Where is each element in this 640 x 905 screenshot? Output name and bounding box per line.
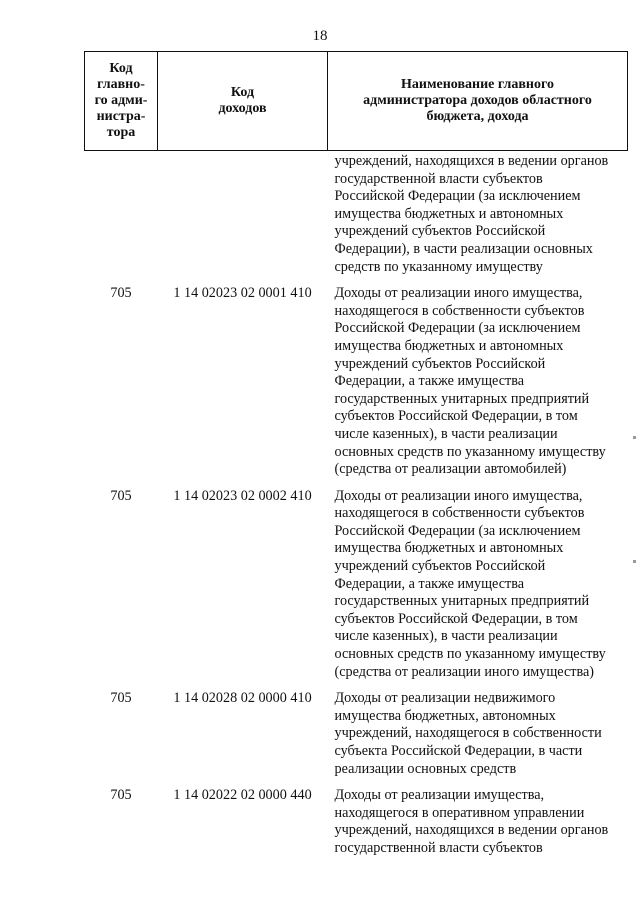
description-line: Доходы от реализации иного имущества,	[334, 285, 583, 302]
header-admin-line: го адми-	[94, 93, 148, 108]
description-line: учреждений субъектов Российской	[334, 223, 546, 240]
description-line: Доходы от реализации недвижимого	[334, 690, 556, 707]
admin-code-cell: 705	[110, 285, 132, 302]
description-line: Доходы от реализации иного имущества,	[334, 487, 583, 504]
header-name	[328, 52, 628, 151]
description-line: Федерации), в части реализации основных	[334, 240, 593, 257]
income-code-cell: 1 14 02023 02 0001 410	[173, 285, 312, 302]
header-admin-line: тора	[106, 125, 136, 140]
description-line: числе казенных), в части реализации	[334, 628, 558, 645]
income-code-cell: 1 14 02028 02 0000 410	[173, 690, 312, 707]
description-line: субъекта Российской Федерации, в части	[334, 743, 583, 759]
header-name-line: бюджета, дохода	[426, 109, 529, 124]
description-line: государственных унитарных предприятий	[334, 390, 590, 407]
description-line: (средства от реализации автомобилей)	[334, 461, 567, 478]
header-admin-line: главно-	[97, 77, 145, 92]
header-income-line: Код	[230, 85, 255, 100]
description-line: учреждений субъектов Российской	[334, 558, 546, 575]
header-admin-line: нистра-	[96, 109, 146, 124]
header-admin-line: Код	[109, 61, 133, 76]
description-line: основных средств по указанному имуществу	[334, 443, 606, 460]
description-line: имущества бюджетных и автономных	[334, 205, 564, 222]
table-header-row	[85, 52, 628, 151]
description-line: Российской Федерации (за исключением	[334, 320, 581, 337]
description-line: субъектов Российской Федерации, в том	[334, 408, 578, 425]
header-name-line: Наименование главного	[401, 77, 554, 92]
description-line: Федерации, а также имущества	[334, 373, 525, 390]
description-line: Российской Федерации (за исключением	[334, 522, 581, 539]
description-cell	[328, 151, 628, 284]
description-cell	[328, 486, 628, 689]
description-line: государственных унитарных предприятий	[334, 593, 590, 610]
description-line: учреждений, находящихся в ведении органов	[334, 153, 609, 169]
income-code-cell: 1 14 02022 02 0000 440	[173, 787, 312, 804]
description-line: (средства от реализации иного имущества)	[334, 663, 594, 680]
description-line: Федерации, а также имущества	[334, 575, 525, 592]
description-line: находящегося в собственности субъектов	[334, 505, 585, 522]
description-line: государственной власти субъектов	[334, 170, 543, 187]
description-cell	[328, 283, 628, 486]
table-body	[85, 151, 628, 865]
revenue-codes-table	[84, 51, 628, 865]
table-row	[85, 688, 628, 785]
description-line: имущества бюджетных и автономных	[334, 540, 564, 557]
description-line: учреждений субъектов Российской	[334, 355, 546, 372]
description-cell	[328, 688, 628, 785]
page-number: 18	[312, 28, 328, 44]
scan-speck	[633, 560, 636, 563]
description-line: учреждений, находящихся в ведении органов	[334, 822, 609, 839]
admin-code-cell	[85, 151, 158, 284]
table-row	[85, 486, 628, 689]
header-name-line: администратора доходов областного	[363, 93, 592, 108]
description-line: находящегося в собственности субъектов	[334, 302, 585, 319]
description-line: находящегося в оперативном управлении	[334, 804, 585, 821]
income-code-cell: 1 14 02023 02 0002 410	[173, 487, 312, 504]
description-line: учреждений, находящегося в собственности	[334, 725, 602, 742]
table-row	[85, 785, 628, 864]
description-cell	[328, 785, 628, 864]
description-line: государственной власти субъектов	[334, 839, 543, 856]
table-row	[85, 283, 628, 486]
description-line: субъектов Российской Федерации, в том	[334, 610, 578, 627]
description-line: Доходы от реализации имущества,	[334, 787, 545, 804]
description-line: имущества бюджетных, автономных	[334, 707, 556, 724]
header-admin-code	[85, 52, 158, 151]
header-income-code	[158, 52, 328, 151]
description-line: средств по указанному имуществу	[334, 258, 543, 275]
scan-speck	[633, 436, 636, 439]
description-line: Российской Федерации (за исключением	[334, 188, 581, 205]
description-line: реализации основных средств	[334, 760, 517, 777]
header-income-line: доходов	[218, 101, 267, 116]
description-line: числе казенных), в части реализации	[334, 425, 558, 442]
income-code-cell	[158, 151, 328, 284]
continuation-row	[85, 151, 628, 284]
admin-code-cell: 705	[110, 787, 132, 804]
admin-code-cell: 705	[110, 487, 132, 504]
admin-code-cell: 705	[110, 690, 132, 707]
description-line: основных средств по указанному имуществу	[334, 646, 606, 663]
description-line: имущества бюджетных и автономных	[334, 337, 564, 354]
